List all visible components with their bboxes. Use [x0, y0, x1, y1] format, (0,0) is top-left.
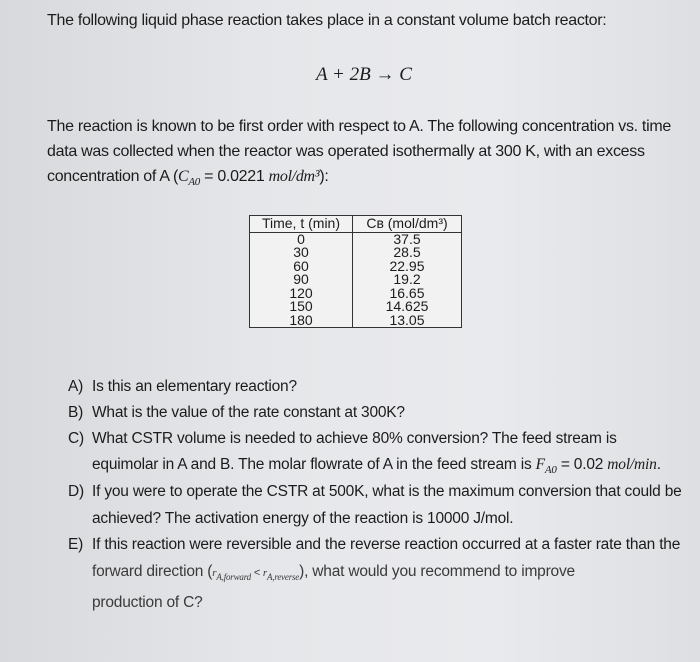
concentration-cell: 28.5	[353, 246, 462, 260]
table-row	[250, 287, 462, 301]
question-e-line-2: forward direction $(r_{A,forward} < r_{A,reverse})$, what would you recommend to improve	[92, 563, 575, 583]
header-time: Time, t (min)	[250, 216, 353, 233]
time-cell: 150	[250, 300, 353, 314]
table-header-row	[250, 216, 462, 233]
question-c: C) What CSTR volume is needed to achieve 80% conversion? The feed stream is	[68, 430, 617, 447]
question-e-line-3: production of C?	[92, 594, 203, 611]
time-cell: 180	[250, 314, 353, 328]
time-cell: 60	[250, 260, 353, 274]
table-row	[250, 314, 462, 328]
concentration-table	[249, 215, 462, 328]
table-row	[250, 260, 462, 274]
time-cell: 120	[250, 287, 353, 301]
description-line-1: The reaction is known to be first order with respect to A. The following concentration vs. time	[47, 118, 671, 135]
header-concentration: Cʙ (mol/dm³)	[353, 216, 462, 233]
question-c-line-2: equimolar in A and B. The molar flowrate of A in the feed stream is $F_{A0} = 0.02$ mol/min.	[92, 456, 661, 477]
question-b: B) What is the value of the rate constant at 300K?	[68, 404, 405, 421]
concentration-cell: 22.95	[353, 260, 462, 274]
question-d: D) If you were to operate the CSTR at 500K, what is the maximum conversion that could be	[68, 483, 682, 500]
question-d-line-2: achieved? The activation energy of the reaction is 10000 J/mol.	[92, 510, 514, 527]
table-row	[250, 232, 462, 246]
question-e: E) If this reaction were reversible and the reverse reaction occurred at a faster rate than the	[68, 536, 681, 553]
concentration-cell: 16.65	[353, 287, 462, 301]
concentration-cell: 14.625	[353, 300, 462, 314]
question-a: A) Is this an elementary reaction?	[68, 378, 297, 395]
concentration-cell: 37.5	[353, 232, 462, 246]
description-line-2: data was collected when the reactor was operated isothermally at 300 K, with an excess	[47, 143, 645, 160]
reaction-equation: A + 2B → C	[316, 64, 412, 85]
time-cell: 90	[250, 273, 353, 287]
time-cell: 30	[250, 246, 353, 260]
table-row	[250, 246, 462, 260]
description-line-3: concentration of A ($C_{A0} = 0.0221$ mol/dm³):	[47, 168, 329, 189]
concentration-cell: 13.05	[353, 314, 462, 328]
concentration-cell: 19.2	[353, 273, 462, 287]
intro-text: The following liquid phase reaction takes place in a constant volume batch reactor:	[47, 12, 607, 29]
table-row	[250, 300, 462, 314]
time-cell: 0	[250, 232, 353, 246]
table-row	[250, 273, 462, 287]
